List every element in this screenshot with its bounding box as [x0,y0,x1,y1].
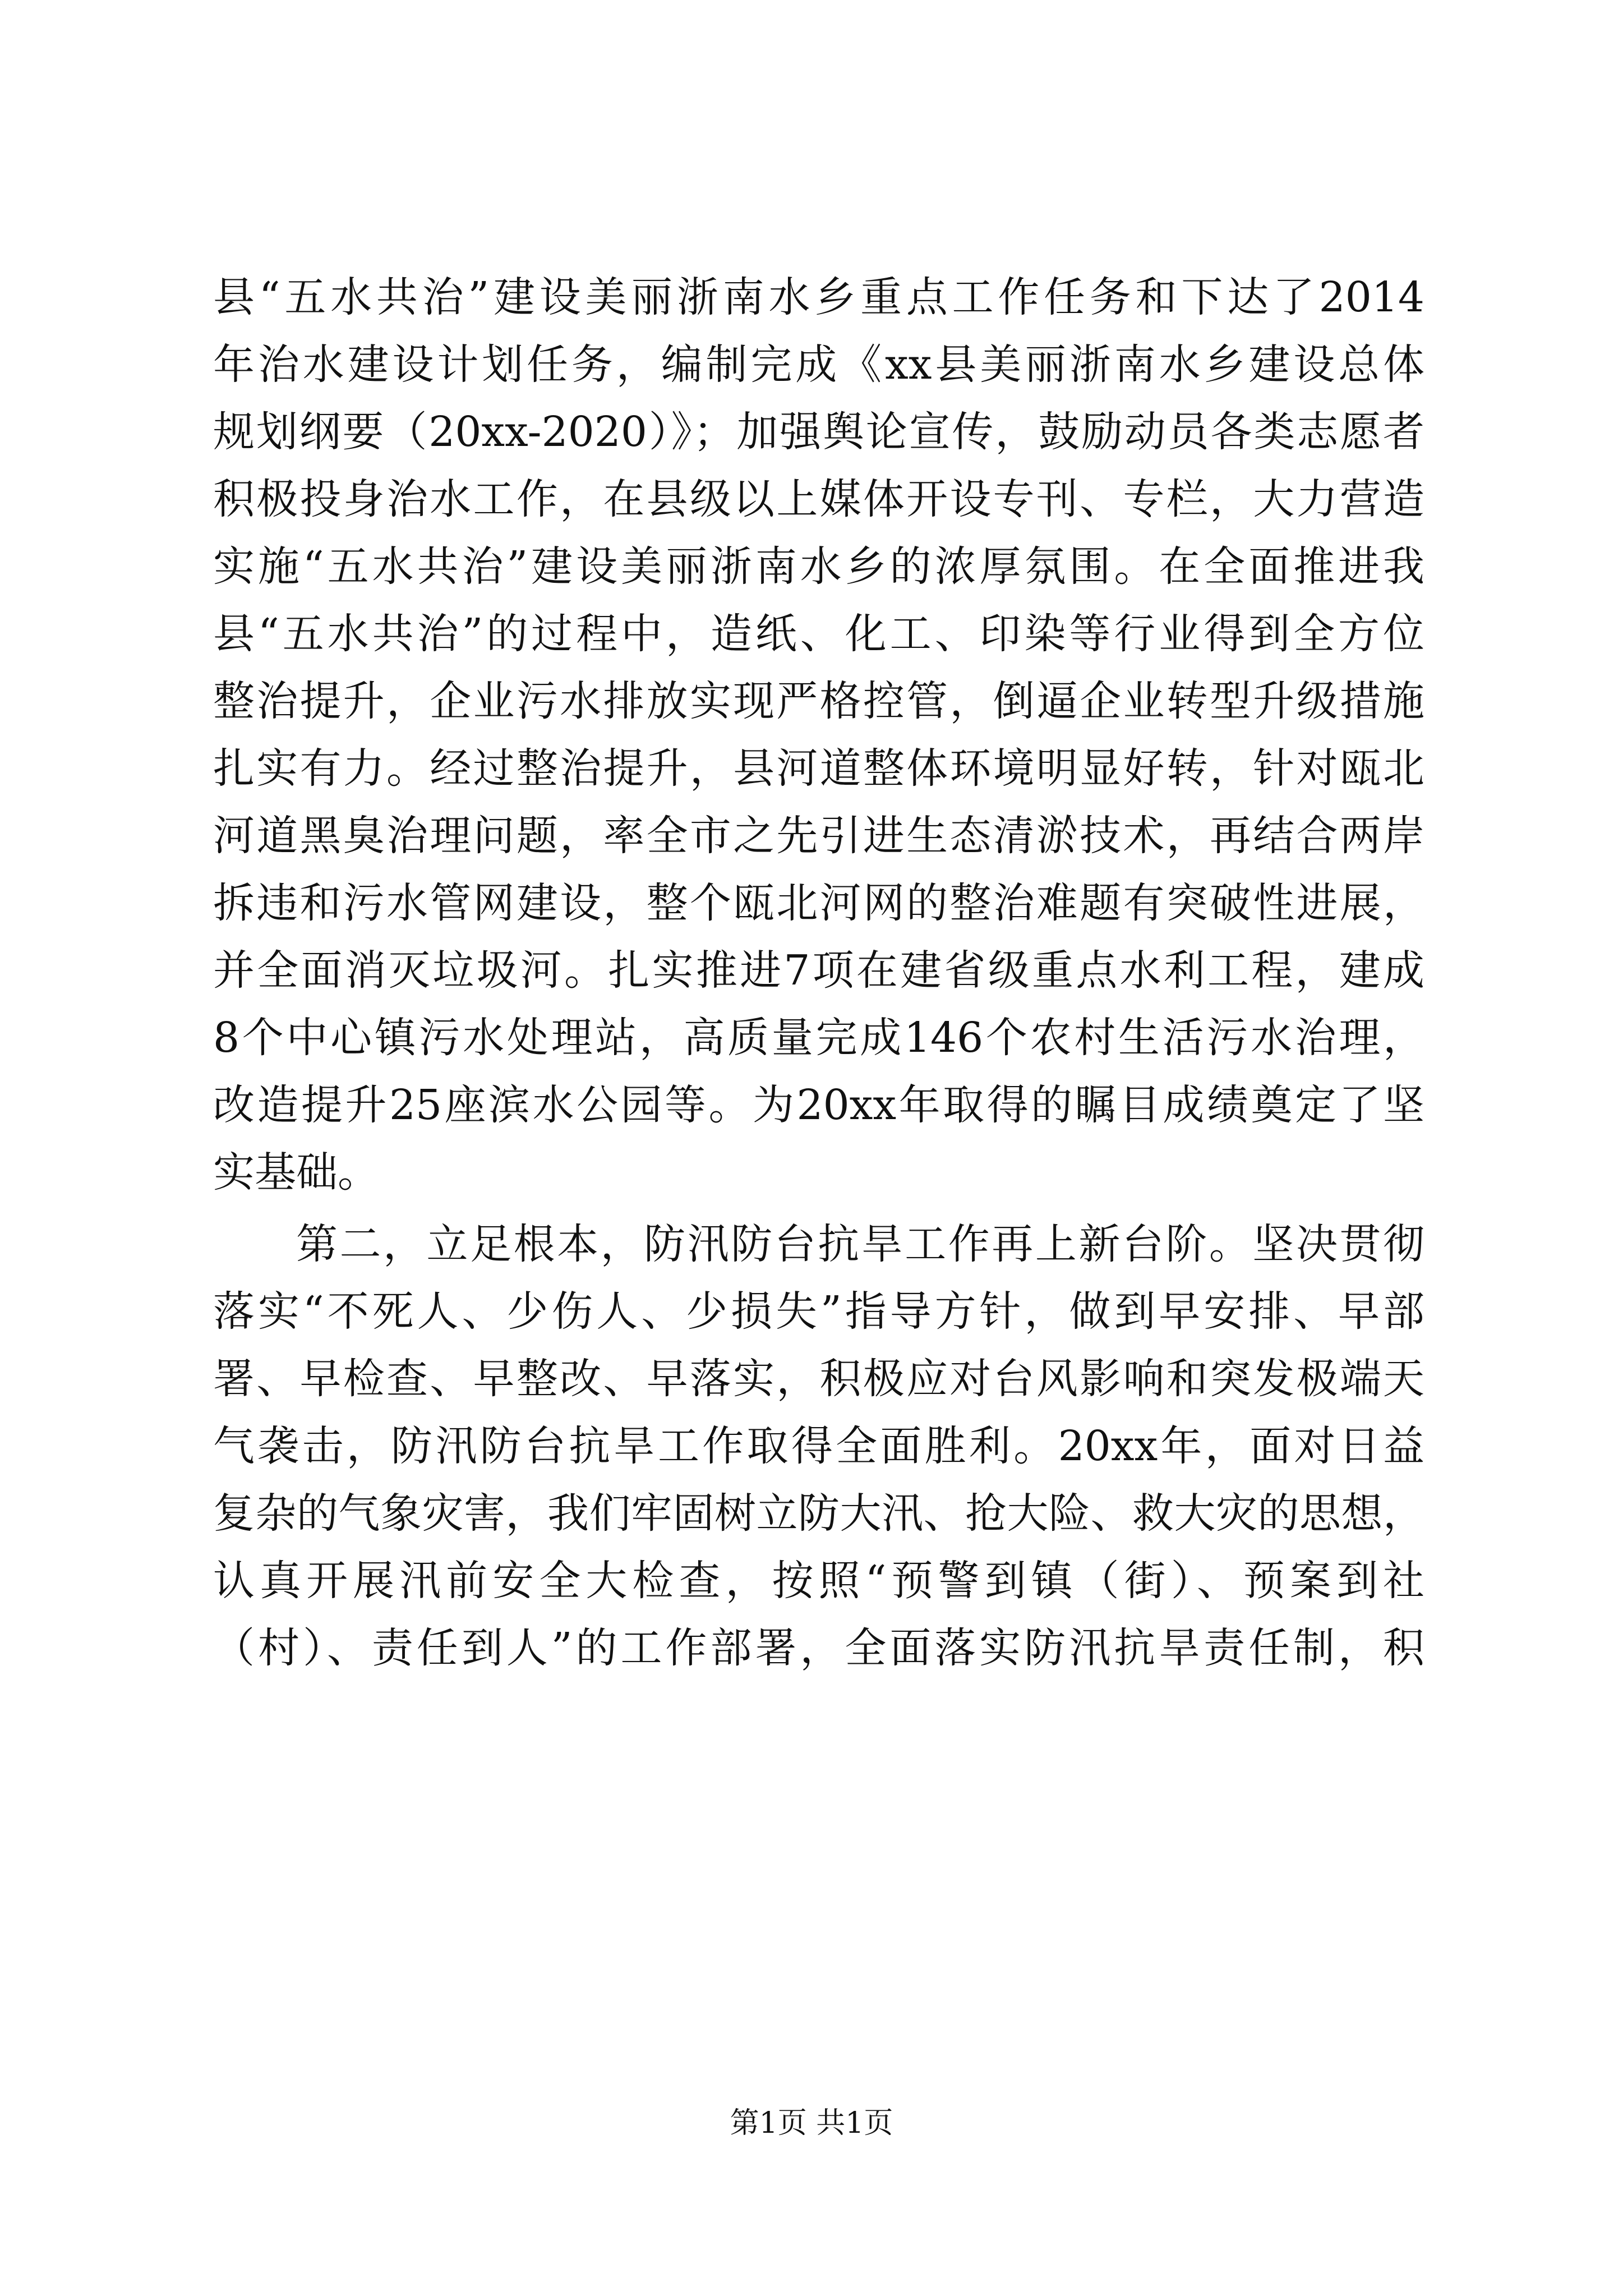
page-footer [0,2101,1623,2146]
paragraph-1-line-13: 改造提升25座滨水公园等。为20xx年取得的瞩目成绩奠定了坚 [213,1081,1424,1129]
paragraph-1-line-2: 年治水建设计划任务，编制完成《xx县美丽浙南水乡建设总体 [213,341,1424,389]
paragraph-2-line-4: 气袭击，防汛防台抗旱工作取得全面胜利。20xx年，面对日益 [213,1422,1424,1470]
paragraph-1-line-10: 拆违和污水管网建设，整个瓯北河网的整治难题有突破性进展， [213,879,1424,927]
paragraph-1-line-1: 县“五水共治”建设美丽浙南水乡重点工作任务和下达了2014 [213,273,1424,321]
paragraph-1-line-12: 8个中心镇污水处理站，高质量完成146个农村生活污水治理， [213,1014,1424,1062]
paragraph-1-line-8: 扎实有力。经过整治提升，县河道整体环境明显好转，针对瓯北 [213,744,1424,793]
paragraph-1-line-14: 实基础。 [213,1148,379,1197]
paragraph-2-line-6: 认真开展汛前安全大检查，按照“预警到镇（街）、预案到社 [213,1557,1424,1605]
paragraph-2-line-5: 复杂的气象灾害，我们牢固树立防大汛、抢大险、救大灾的思想， [213,1489,1424,1538]
paragraph-1-line-3: 规划纲要（20xx-2020）》；加强舆论宣传，鼓励动员各类志愿者 [213,408,1424,456]
paragraph-1-line-5: 实施“五水共治”建设美丽浙南水乡的浓厚氛围。在全面推进我 [213,542,1424,591]
paragraph-2-line-2: 落实“不死人、少伤人、少损失”指导方针，做到早安排、早部 [213,1287,1424,1336]
page-number-info: 第1页 共1页 [730,2106,893,2140]
paragraph-1-line-7: 整治提升，企业污水排放实现严格控管，倒逼企业转型升级措施 [213,677,1424,725]
paragraph-2-line-7: （村）、责任到人”的工作部署，全面落实防汛抗旱责任制，积 [213,1624,1424,1672]
paragraph-2-line-3: 署、早检查、早整改、早落实，积极应对台风影响和突发极端天 [213,1355,1424,1403]
paragraph-1-line-4: 积极投身治水工作，在县级以上媒体开设专刊、专栏，大力营造 [213,475,1424,523]
paragraph-2-line-1: 第二，立足根本，防汛防台抗旱工作再上新台阶。坚决贯彻 [296,1220,1424,1268]
paragraph-1-line-11: 并全面消灭垃圾河。扎实推进7项在建省级重点水利工程，建成 [213,946,1424,995]
paragraph-1-line-9: 河道黑臭治理问题，率全市之先引进生态清淤技术，再结合两岸 [213,812,1424,860]
paragraph-1-line-6: 县“五水共治”的过程中，造纸、化工、印染等行业得到全方位 [213,610,1424,658]
